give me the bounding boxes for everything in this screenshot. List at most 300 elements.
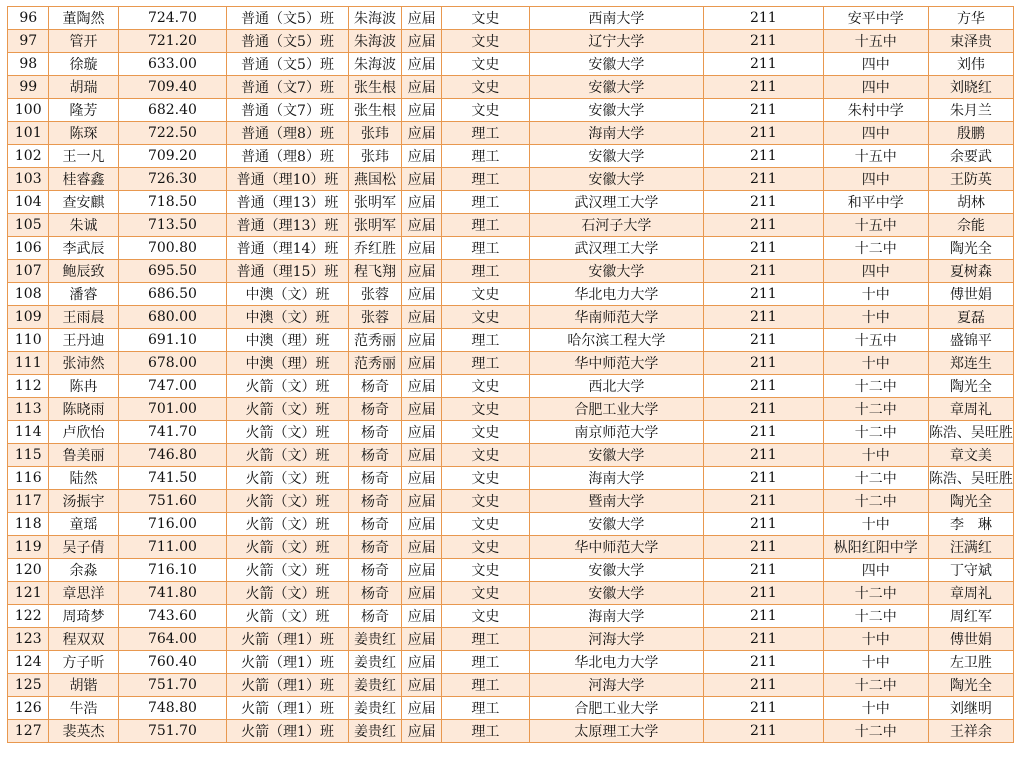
subject-track-cell: 理工 <box>441 674 529 697</box>
middle-school-cell: 十中 <box>823 444 928 467</box>
student-name-cell: 胡锴 <box>49 674 118 697</box>
head-teacher-cell: 杨奇 <box>348 467 402 490</box>
row-number-cell: 98 <box>8 53 49 76</box>
student-type-cell: 应届 <box>402 467 442 490</box>
university-cell: 海南大学 <box>529 605 703 628</box>
subject-track-cell: 文史 <box>441 99 529 122</box>
middle-school-cell: 十二中 <box>823 674 928 697</box>
university-cell: 安徽大学 <box>529 53 703 76</box>
university-tier-cell: 211 <box>704 467 824 490</box>
student-type-cell: 应届 <box>402 122 442 145</box>
university-cell: 华北电力大学 <box>529 283 703 306</box>
middle-school-teacher-cell: 殷鹏 <box>928 122 1013 145</box>
score-cell: 718.50 <box>118 191 227 214</box>
middle-school-cell: 安平中学 <box>823 7 928 30</box>
row-number-cell: 101 <box>8 122 49 145</box>
subject-track-cell: 文史 <box>441 76 529 99</box>
row-number-cell: 123 <box>8 628 49 651</box>
class-name-cell: 普通（文5）班 <box>227 53 348 76</box>
middle-school-cell: 十五中 <box>823 214 928 237</box>
subject-track-cell: 文史 <box>441 30 529 53</box>
student-type-cell: 应届 <box>402 605 442 628</box>
student-name-cell: 程双双 <box>49 628 118 651</box>
middle-school-teacher-cell: 刘伟 <box>928 53 1013 76</box>
student-name-cell: 徐璇 <box>49 53 118 76</box>
head-teacher-cell: 杨奇 <box>348 375 402 398</box>
class-name-cell: 火箭（理1）班 <box>227 674 348 697</box>
row-number-cell: 102 <box>8 145 49 168</box>
student-type-cell: 应届 <box>402 191 442 214</box>
score-cell: 764.00 <box>118 628 227 651</box>
row-number-cell: 112 <box>8 375 49 398</box>
subject-track-cell: 文史 <box>441 375 529 398</box>
university-tier-cell: 211 <box>704 329 824 352</box>
score-cell: 709.20 <box>118 145 227 168</box>
middle-school-cell: 四中 <box>823 53 928 76</box>
class-name-cell: 中澳（文）班 <box>227 283 348 306</box>
university-cell: 华北电力大学 <box>529 651 703 674</box>
student-type-cell: 应届 <box>402 513 442 536</box>
class-name-cell: 火箭（文）班 <box>227 444 348 467</box>
row-number-cell: 119 <box>8 536 49 559</box>
middle-school-teacher-cell: 傅世娟 <box>928 628 1013 651</box>
score-cell: 695.50 <box>118 260 227 283</box>
subject-track-cell: 理工 <box>441 168 529 191</box>
row-number-cell: 105 <box>8 214 49 237</box>
row-number-cell: 122 <box>8 605 49 628</box>
score-cell: 747.00 <box>118 375 227 398</box>
middle-school-teacher-cell: 王祥余 <box>928 720 1013 743</box>
student-name-cell: 方子昕 <box>49 651 118 674</box>
row-number-cell: 120 <box>8 559 49 582</box>
student-name-cell: 桂睿鑫 <box>49 168 118 191</box>
student-name-cell: 周琦梦 <box>49 605 118 628</box>
row-number-cell: 116 <box>8 467 49 490</box>
subject-track-cell: 文史 <box>441 582 529 605</box>
student-name-cell: 潘睿 <box>49 283 118 306</box>
middle-school-teacher-cell: 方华 <box>928 7 1013 30</box>
middle-school-cell: 十二中 <box>823 421 928 444</box>
middle-school-teacher-cell: 佘能 <box>928 214 1013 237</box>
table-row <box>8 444 1014 467</box>
university-tier-cell: 211 <box>704 306 824 329</box>
table-row <box>8 582 1014 605</box>
score-cell: 633.00 <box>118 53 227 76</box>
student-type-cell: 应届 <box>402 99 442 122</box>
middle-school-teacher-cell: 陶光全 <box>928 375 1013 398</box>
student-type-cell: 应届 <box>402 7 442 30</box>
university-cell: 武汉理工大学 <box>529 237 703 260</box>
subject-track-cell: 理工 <box>441 122 529 145</box>
table-row <box>8 490 1014 513</box>
head-teacher-cell: 杨奇 <box>348 605 402 628</box>
university-tier-cell: 211 <box>704 421 824 444</box>
university-cell: 安徽大学 <box>529 582 703 605</box>
university-tier-cell: 211 <box>704 283 824 306</box>
university-cell: 海南大学 <box>529 467 703 490</box>
head-teacher-cell: 范秀丽 <box>348 329 402 352</box>
class-name-cell: 普通（文5）班 <box>227 30 348 53</box>
table-row <box>8 720 1014 743</box>
student-name-cell: 董陶然 <box>49 7 118 30</box>
head-teacher-cell: 朱海波 <box>348 7 402 30</box>
score-cell: 691.10 <box>118 329 227 352</box>
university-tier-cell: 211 <box>704 398 824 421</box>
row-number-cell: 108 <box>8 283 49 306</box>
middle-school-cell: 枞阳红阳中学 <box>823 536 928 559</box>
score-cell: 680.00 <box>118 306 227 329</box>
middle-school-teacher-cell: 盛锦平 <box>928 329 1013 352</box>
middle-school-cell: 十二中 <box>823 375 928 398</box>
head-teacher-cell: 杨奇 <box>348 421 402 444</box>
subject-track-cell: 理工 <box>441 720 529 743</box>
student-type-cell: 应届 <box>402 628 442 651</box>
subject-track-cell: 文史 <box>441 306 529 329</box>
middle-school-teacher-cell: 陶光全 <box>928 237 1013 260</box>
university-tier-cell: 211 <box>704 352 824 375</box>
subject-track-cell: 文史 <box>441 490 529 513</box>
head-teacher-cell: 杨奇 <box>348 559 402 582</box>
score-cell: 713.50 <box>118 214 227 237</box>
university-cell: 华中师范大学 <box>529 536 703 559</box>
student-name-cell: 陈冉 <box>49 375 118 398</box>
student-name-cell: 王一凡 <box>49 145 118 168</box>
head-teacher-cell: 杨奇 <box>348 398 402 421</box>
subject-track-cell: 理工 <box>441 191 529 214</box>
student-type-cell: 应届 <box>402 53 442 76</box>
row-number-cell: 113 <box>8 398 49 421</box>
university-cell: 华中师范大学 <box>529 352 703 375</box>
class-name-cell: 火箭（理1）班 <box>227 720 348 743</box>
university-tier-cell: 211 <box>704 605 824 628</box>
middle-school-teacher-cell: 胡林 <box>928 191 1013 214</box>
head-teacher-cell: 张生根 <box>348 76 402 99</box>
subject-track-cell: 文史 <box>441 444 529 467</box>
middle-school-teacher-cell: 余要武 <box>928 145 1013 168</box>
row-number-cell: 126 <box>8 697 49 720</box>
row-number-cell: 103 <box>8 168 49 191</box>
middle-school-teacher-cell: 李 琳 <box>928 513 1013 536</box>
university-tier-cell: 211 <box>704 214 824 237</box>
middle-school-teacher-cell: 傅世娟 <box>928 283 1013 306</box>
class-name-cell: 火箭（理1）班 <box>227 697 348 720</box>
middle-school-cell: 十二中 <box>823 467 928 490</box>
university-cell: 河海大学 <box>529 674 703 697</box>
middle-school-teacher-cell: 郑连生 <box>928 352 1013 375</box>
head-teacher-cell: 姜贵红 <box>348 697 402 720</box>
class-name-cell: 火箭（文）班 <box>227 398 348 421</box>
subject-track-cell: 理工 <box>441 260 529 283</box>
student-type-cell: 应届 <box>402 674 442 697</box>
table-row <box>8 398 1014 421</box>
subject-track-cell: 理工 <box>441 352 529 375</box>
row-number-cell: 97 <box>8 30 49 53</box>
middle-school-teacher-cell: 丁守斌 <box>928 559 1013 582</box>
university-tier-cell: 211 <box>704 674 824 697</box>
middle-school-cell: 十中 <box>823 513 928 536</box>
student-name-cell: 章思洋 <box>49 582 118 605</box>
subject-track-cell: 文史 <box>441 513 529 536</box>
subject-track-cell: 文史 <box>441 53 529 76</box>
subject-track-cell: 理工 <box>441 329 529 352</box>
middle-school-cell: 十二中 <box>823 490 928 513</box>
student-name-cell: 陆然 <box>49 467 118 490</box>
head-teacher-cell: 杨奇 <box>348 444 402 467</box>
head-teacher-cell: 程飞翔 <box>348 260 402 283</box>
student-name-cell: 朱诚 <box>49 214 118 237</box>
subject-track-cell: 理工 <box>441 651 529 674</box>
table-row <box>8 53 1014 76</box>
head-teacher-cell: 张蓉 <box>348 306 402 329</box>
score-cell: 751.60 <box>118 490 227 513</box>
row-number-cell: 121 <box>8 582 49 605</box>
middle-school-teacher-cell: 左卫胜 <box>928 651 1013 674</box>
middle-school-cell: 十中 <box>823 697 928 720</box>
university-cell: 辽宁大学 <box>529 30 703 53</box>
middle-school-teacher-cell: 刘晓红 <box>928 76 1013 99</box>
university-tier-cell: 211 <box>704 53 824 76</box>
subject-track-cell: 文史 <box>441 559 529 582</box>
middle-school-cell: 十中 <box>823 283 928 306</box>
class-name-cell: 普通（理13）班 <box>227 214 348 237</box>
table-row <box>8 214 1014 237</box>
head-teacher-cell: 姜贵红 <box>348 651 402 674</box>
student-type-cell: 应届 <box>402 30 442 53</box>
head-teacher-cell: 杨奇 <box>348 513 402 536</box>
middle-school-cell: 十五中 <box>823 30 928 53</box>
student-type-cell: 应届 <box>402 421 442 444</box>
university-tier-cell: 211 <box>704 559 824 582</box>
class-name-cell: 普通（文5）班 <box>227 7 348 30</box>
head-teacher-cell: 范秀丽 <box>348 352 402 375</box>
university-tier-cell: 211 <box>704 30 824 53</box>
student-name-cell: 陈晓雨 <box>49 398 118 421</box>
head-teacher-cell: 乔红胜 <box>348 237 402 260</box>
class-name-cell: 普通（理8）班 <box>227 122 348 145</box>
student-type-cell: 应届 <box>402 536 442 559</box>
middle-school-teacher-cell: 王防英 <box>928 168 1013 191</box>
student-name-cell: 裴英杰 <box>49 720 118 743</box>
subject-track-cell: 理工 <box>441 214 529 237</box>
subject-track-cell: 文史 <box>441 7 529 30</box>
student-name-cell: 汤振宇 <box>49 490 118 513</box>
university-cell: 海南大学 <box>529 122 703 145</box>
university-tier-cell: 211 <box>704 191 824 214</box>
middle-school-cell: 四中 <box>823 559 928 582</box>
table-row <box>8 7 1014 30</box>
student-name-cell: 张沛然 <box>49 352 118 375</box>
university-tier-cell: 211 <box>704 168 824 191</box>
row-number-cell: 100 <box>8 99 49 122</box>
score-cell: 726.30 <box>118 168 227 191</box>
class-name-cell: 火箭（文）班 <box>227 559 348 582</box>
university-tier-cell: 211 <box>704 375 824 398</box>
class-name-cell: 中澳（理）班 <box>227 329 348 352</box>
score-cell: 760.40 <box>118 651 227 674</box>
table-row <box>8 30 1014 53</box>
table-row <box>8 122 1014 145</box>
student-type-cell: 应届 <box>402 720 442 743</box>
student-type-cell: 应届 <box>402 145 442 168</box>
university-tier-cell: 211 <box>704 7 824 30</box>
row-number-cell: 124 <box>8 651 49 674</box>
class-name-cell: 火箭（文）班 <box>227 582 348 605</box>
head-teacher-cell: 姜贵红 <box>348 720 402 743</box>
row-number-cell: 111 <box>8 352 49 375</box>
score-cell: 716.10 <box>118 559 227 582</box>
class-name-cell: 普通（文7）班 <box>227 99 348 122</box>
university-cell: 安徽大学 <box>529 145 703 168</box>
middle-school-cell: 十中 <box>823 306 928 329</box>
class-name-cell: 火箭（文）班 <box>227 467 348 490</box>
head-teacher-cell: 张生根 <box>348 99 402 122</box>
student-type-cell: 应届 <box>402 444 442 467</box>
row-number-cell: 96 <box>8 7 49 30</box>
score-cell: 722.50 <box>118 122 227 145</box>
table-row <box>8 283 1014 306</box>
student-type-cell: 应届 <box>402 76 442 99</box>
student-type-cell: 应届 <box>402 168 442 191</box>
university-cell: 石河子大学 <box>529 214 703 237</box>
table-row <box>8 145 1014 168</box>
middle-school-cell: 十中 <box>823 628 928 651</box>
table-row <box>8 697 1014 720</box>
student-name-cell: 管开 <box>49 30 118 53</box>
head-teacher-cell: 燕国松 <box>348 168 402 191</box>
middle-school-teacher-cell: 周红军 <box>928 605 1013 628</box>
row-number-cell: 118 <box>8 513 49 536</box>
middle-school-teacher-cell: 刘继明 <box>928 697 1013 720</box>
row-number-cell: 115 <box>8 444 49 467</box>
class-name-cell: 火箭（文）班 <box>227 605 348 628</box>
subject-track-cell: 文史 <box>441 467 529 490</box>
table-row <box>8 260 1014 283</box>
subject-track-cell: 理工 <box>441 697 529 720</box>
score-cell: 701.00 <box>118 398 227 421</box>
student-type-cell: 应届 <box>402 582 442 605</box>
student-name-cell: 胡瑞 <box>49 76 118 99</box>
university-tier-cell: 211 <box>704 697 824 720</box>
middle-school-cell: 十二中 <box>823 582 928 605</box>
row-number-cell: 125 <box>8 674 49 697</box>
subject-track-cell: 理工 <box>441 628 529 651</box>
head-teacher-cell: 张玮 <box>348 145 402 168</box>
row-number-cell: 104 <box>8 191 49 214</box>
university-cell: 安徽大学 <box>529 76 703 99</box>
university-tier-cell: 211 <box>704 260 824 283</box>
table-row <box>8 99 1014 122</box>
university-cell: 安徽大学 <box>529 168 703 191</box>
table-row <box>8 651 1014 674</box>
score-cell: 678.00 <box>118 352 227 375</box>
subject-track-cell: 理工 <box>441 145 529 168</box>
student-type-cell: 应届 <box>402 306 442 329</box>
head-teacher-cell: 张明军 <box>348 191 402 214</box>
score-cell: 700.80 <box>118 237 227 260</box>
row-number-cell: 114 <box>8 421 49 444</box>
class-name-cell: 火箭（文）班 <box>227 536 348 559</box>
head-teacher-cell: 张玮 <box>348 122 402 145</box>
class-name-cell: 普通（文7）班 <box>227 76 348 99</box>
class-name-cell: 火箭（文）班 <box>227 421 348 444</box>
score-cell: 686.50 <box>118 283 227 306</box>
table-row <box>8 536 1014 559</box>
head-teacher-cell: 杨奇 <box>348 490 402 513</box>
middle-school-cell: 四中 <box>823 122 928 145</box>
table-row <box>8 329 1014 352</box>
class-name-cell: 火箭（文）班 <box>227 490 348 513</box>
middle-school-cell: 十中 <box>823 352 928 375</box>
head-teacher-cell: 姜贵红 <box>348 628 402 651</box>
class-name-cell: 普通（理14）班 <box>227 237 348 260</box>
class-name-cell: 火箭（文）班 <box>227 513 348 536</box>
table-row <box>8 421 1014 444</box>
university-tier-cell: 211 <box>704 720 824 743</box>
table-row <box>8 306 1014 329</box>
middle-school-teacher-cell: 陶光全 <box>928 674 1013 697</box>
score-cell: 721.20 <box>118 30 227 53</box>
middle-school-cell: 十二中 <box>823 605 928 628</box>
student-type-cell: 应届 <box>402 697 442 720</box>
middle-school-cell: 四中 <box>823 168 928 191</box>
subject-track-cell: 理工 <box>441 237 529 260</box>
score-cell: 741.70 <box>118 421 227 444</box>
middle-school-teacher-cell: 章周礼 <box>928 398 1013 421</box>
score-cell: 682.40 <box>118 99 227 122</box>
university-cell: 安徽大学 <box>529 99 703 122</box>
student-type-cell: 应届 <box>402 651 442 674</box>
student-name-cell: 鲍辰致 <box>49 260 118 283</box>
middle-school-cell: 十中 <box>823 651 928 674</box>
class-name-cell: 普通（理8）班 <box>227 145 348 168</box>
class-name-cell: 普通（理15）班 <box>227 260 348 283</box>
student-name-cell: 鲁美丽 <box>49 444 118 467</box>
university-tier-cell: 211 <box>704 628 824 651</box>
middle-school-teacher-cell: 夏树森 <box>928 260 1013 283</box>
university-cell: 武汉理工大学 <box>529 191 703 214</box>
middle-school-teacher-cell: 章文美 <box>928 444 1013 467</box>
class-name-cell: 火箭（理1）班 <box>227 628 348 651</box>
university-cell: 哈尔滨工程大学 <box>529 329 703 352</box>
head-teacher-cell: 姜贵红 <box>348 674 402 697</box>
student-name-cell: 余淼 <box>49 559 118 582</box>
score-cell: 743.60 <box>118 605 227 628</box>
row-number-cell: 106 <box>8 237 49 260</box>
middle-school-teacher-cell: 陶光全 <box>928 490 1013 513</box>
university-tier-cell: 211 <box>704 536 824 559</box>
table-row <box>8 375 1014 398</box>
university-tier-cell: 211 <box>704 237 824 260</box>
student-type-cell: 应届 <box>402 237 442 260</box>
head-teacher-cell: 朱海波 <box>348 30 402 53</box>
student-type-cell: 应届 <box>402 490 442 513</box>
university-cell: 安徽大学 <box>529 559 703 582</box>
row-number-cell: 99 <box>8 76 49 99</box>
middle-school-cell: 十五中 <box>823 329 928 352</box>
row-number-cell: 117 <box>8 490 49 513</box>
student-name-cell: 童瑶 <box>49 513 118 536</box>
class-name-cell: 普通（理13）班 <box>227 191 348 214</box>
university-tier-cell: 211 <box>704 145 824 168</box>
student-name-cell: 牛浩 <box>49 697 118 720</box>
student-type-cell: 应届 <box>402 398 442 421</box>
score-cell: 709.40 <box>118 76 227 99</box>
university-tier-cell: 211 <box>704 99 824 122</box>
university-cell: 太原理工大学 <box>529 720 703 743</box>
student-type-cell: 应届 <box>402 559 442 582</box>
table-row <box>8 352 1014 375</box>
middle-school-teacher-cell: 陈浩、吴旺胜 <box>928 467 1013 490</box>
